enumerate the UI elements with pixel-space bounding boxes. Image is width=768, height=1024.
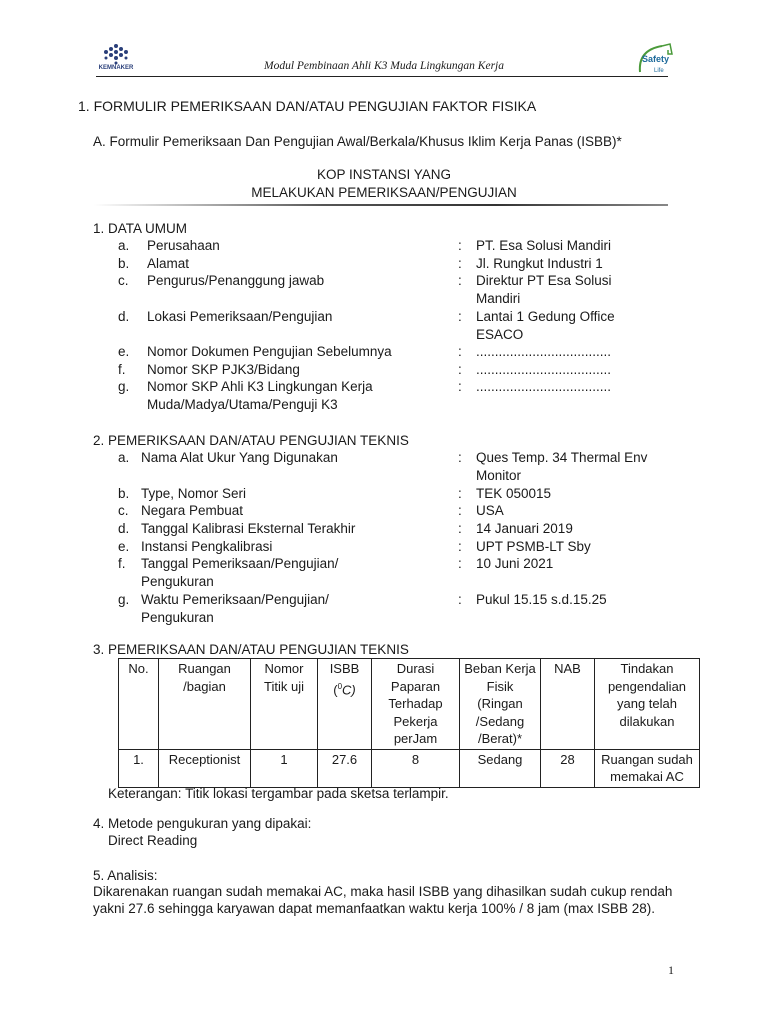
- col-isbb: ISBB ($^0$C): [318, 659, 372, 750]
- item-letter: g.: [118, 592, 130, 607]
- data-umum-heading: 1. DATA UMUM: [93, 221, 188, 236]
- item-colon: :: [458, 503, 462, 518]
- item-colon: :: [458, 238, 462, 253]
- item-letter: c.: [118, 273, 129, 288]
- hasil-heading: 3. PEMERIKSAAN DAN/ATAU PENGUJIAN TEKNIS: [93, 642, 409, 657]
- table-row: [119, 749, 700, 787]
- item-value-cont: ESACO: [476, 327, 524, 342]
- item-colon: :: [458, 539, 462, 554]
- item-label: Nomor Dokumen Pengujian Sebelumnya: [147, 344, 392, 359]
- item-letter: c.: [118, 503, 129, 518]
- cell-isbb: 27.6: [318, 749, 372, 787]
- item-value: PT. Esa Solusi Mandiri: [476, 238, 612, 253]
- item-colon: :: [458, 450, 462, 465]
- item-letter: a.: [118, 238, 130, 253]
- item-colon: :: [458, 344, 462, 359]
- kop-line-2: MELAKUKAN PEMERIKSAAN/PENGUJIAN: [251, 185, 517, 200]
- cell-ruangan: Receptionist: [159, 749, 251, 787]
- col-no: No.: [119, 659, 159, 750]
- item-value-cont: Mandiri: [476, 291, 521, 306]
- item-value: 14 Januari 2019: [476, 521, 573, 536]
- item-label-cont: Muda/Madya/Utama/Penguji K3: [147, 397, 338, 412]
- safety-logo-icon: [632, 42, 678, 76]
- keterangan: Keterangan: Titik lokasi tergambar pada sketsa terlampir.: [108, 786, 449, 801]
- kop-line-1: KOP INSTANSI YANG: [316, 167, 452, 182]
- metode-value: Direct Reading: [108, 833, 198, 848]
- item-label: Tanggal Kalibrasi Eksternal Terakhir: [141, 521, 356, 536]
- item-colon: :: [458, 486, 462, 501]
- logo-text: KEMNAKER: [98, 65, 134, 71]
- item-letter: b.: [118, 486, 130, 501]
- item-letter: d.: [118, 521, 130, 536]
- item-label: Perusahaan: [147, 238, 220, 253]
- item-value: Direktur PT Esa Solusi: [476, 273, 612, 288]
- item-label: Lokasi Pemeriksaan/Pengujian: [147, 309, 333, 324]
- item-value: Jl. Rungkut Industri 1: [476, 256, 603, 271]
- col-ruangan: Ruangan /bagian: [159, 659, 251, 750]
- item-value: Lantai 1 Gedung Office: [476, 309, 615, 324]
- item-value: ....................................: [476, 344, 612, 359]
- item-value-cont: Monitor: [476, 468, 522, 483]
- subsection-title: A. Formulir Pemeriksaan Dan Pengujian Awal/Berkala/Khusus Iklim Kerja Panas (ISBB)*: [93, 134, 622, 149]
- svg-text:Life: Life: [654, 68, 664, 74]
- table-header-row: [119, 659, 700, 750]
- cell-tindakan: Ruangan sudah memakai AC: [595, 749, 700, 787]
- item-letter: a.: [118, 450, 130, 465]
- item-label-cont: Pengukuran: [141, 574, 214, 589]
- header-title: Modul Pembinaan Ahli K3 Muda Lingkungan Kerja: [263, 60, 504, 72]
- item-value: 10 Juni 2021: [476, 556, 554, 571]
- item-value: UPT PSMB-LT Sby: [476, 539, 591, 554]
- col-nomor: Nomor Titik uji: [251, 659, 318, 750]
- header-divider: [96, 76, 668, 77]
- cell-nab: 28: [541, 749, 595, 787]
- item-value: TEK 050015: [476, 486, 552, 501]
- item-label: Nomor SKP Ahli K3 Lingkungan Kerja: [147, 379, 373, 394]
- item-value: ....................................: [476, 379, 612, 394]
- item-label: Nama Alat Ukur Yang Digunakan: [141, 450, 338, 465]
- teknis-heading: 2. PEMERIKSAAN DAN/ATAU PENGUJIAN TEKNIS: [93, 433, 409, 448]
- cell-beban: Sedang: [460, 749, 541, 787]
- col-beban: Beban Kerja Fisik (Ringan /Sedang /Berat)*: [460, 659, 541, 750]
- item-value: ....................................: [476, 362, 612, 377]
- analisis-text: Dikarenakan ruangan sudah memakai AC, maka hasil ISBB yang dihasilkan sudah cukup rendah yakni 27.6 sehingga karyawan dapat memanfaatkan waktu kerja 100% / 8 jam (max ISBB 28).: [93, 884, 673, 916]
- item-letter: d.: [118, 309, 130, 324]
- item-value: Pukul 15.15 s.d.15.25: [476, 592, 607, 607]
- item-label: Alamat: [147, 256, 190, 271]
- item-colon: :: [458, 309, 462, 324]
- section-title: 1. FORMULIR PEMERIKSAAN DAN/ATAU PENGUJIAN FAKTOR FISIKA: [78, 98, 537, 114]
- item-letter: e.: [118, 344, 130, 359]
- cell-nomor: 1: [251, 749, 318, 787]
- metode-heading: 4. Metode pengukuran yang dipakai:: [93, 816, 312, 831]
- item-letter: g.: [118, 379, 130, 394]
- item-letter: e.: [118, 539, 130, 554]
- item-colon: :: [458, 592, 462, 607]
- item-colon: :: [458, 379, 462, 394]
- cell-no: 1.: [119, 749, 159, 787]
- item-colon: :: [458, 256, 462, 271]
- col-durasi: Durasi Paparan Terhadap Pekerja perJam: [372, 659, 460, 750]
- item-colon: :: [458, 273, 462, 288]
- item-letter: f.: [118, 556, 126, 571]
- item-label: Nomor SKP PJK3/Bidang: [147, 362, 300, 377]
- safety-logo: [632, 42, 678, 76]
- item-colon: :: [458, 521, 462, 536]
- item-value: Ques Temp. 34 Thermal Env: [476, 450, 648, 465]
- page-number: 1: [668, 963, 674, 977]
- cell-durasi: 8: [372, 749, 460, 787]
- item-label: Tanggal Pemeriksaan/Pengujian/: [141, 556, 339, 571]
- item-value: USA: [476, 503, 504, 518]
- svg-text:Safety: Safety: [642, 54, 670, 64]
- item-label: Type, Nomor Seri: [141, 486, 247, 501]
- item-label: Pengurus/Penanggung jawab: [147, 273, 325, 288]
- item-colon: :: [458, 362, 462, 377]
- item-label: Negara Pembuat: [141, 503, 244, 518]
- analisis-heading: 5. Analisis:: [93, 868, 158, 883]
- item-label: Waktu Pemeriksaan/Pengujian/: [141, 592, 329, 607]
- results-table: [118, 658, 700, 788]
- item-colon: :: [458, 556, 462, 571]
- item-label: Instansi Pengkalibrasi: [141, 539, 273, 554]
- item-label-cont: Pengukuran: [141, 610, 214, 625]
- col-nab: NAB: [541, 659, 595, 750]
- item-letter: b.: [118, 256, 130, 271]
- kop-divider: [94, 204, 668, 206]
- item-letter: f.: [118, 362, 126, 377]
- col-tindakan: Tindakan pengendalian yang telah dilakukan: [595, 659, 700, 750]
